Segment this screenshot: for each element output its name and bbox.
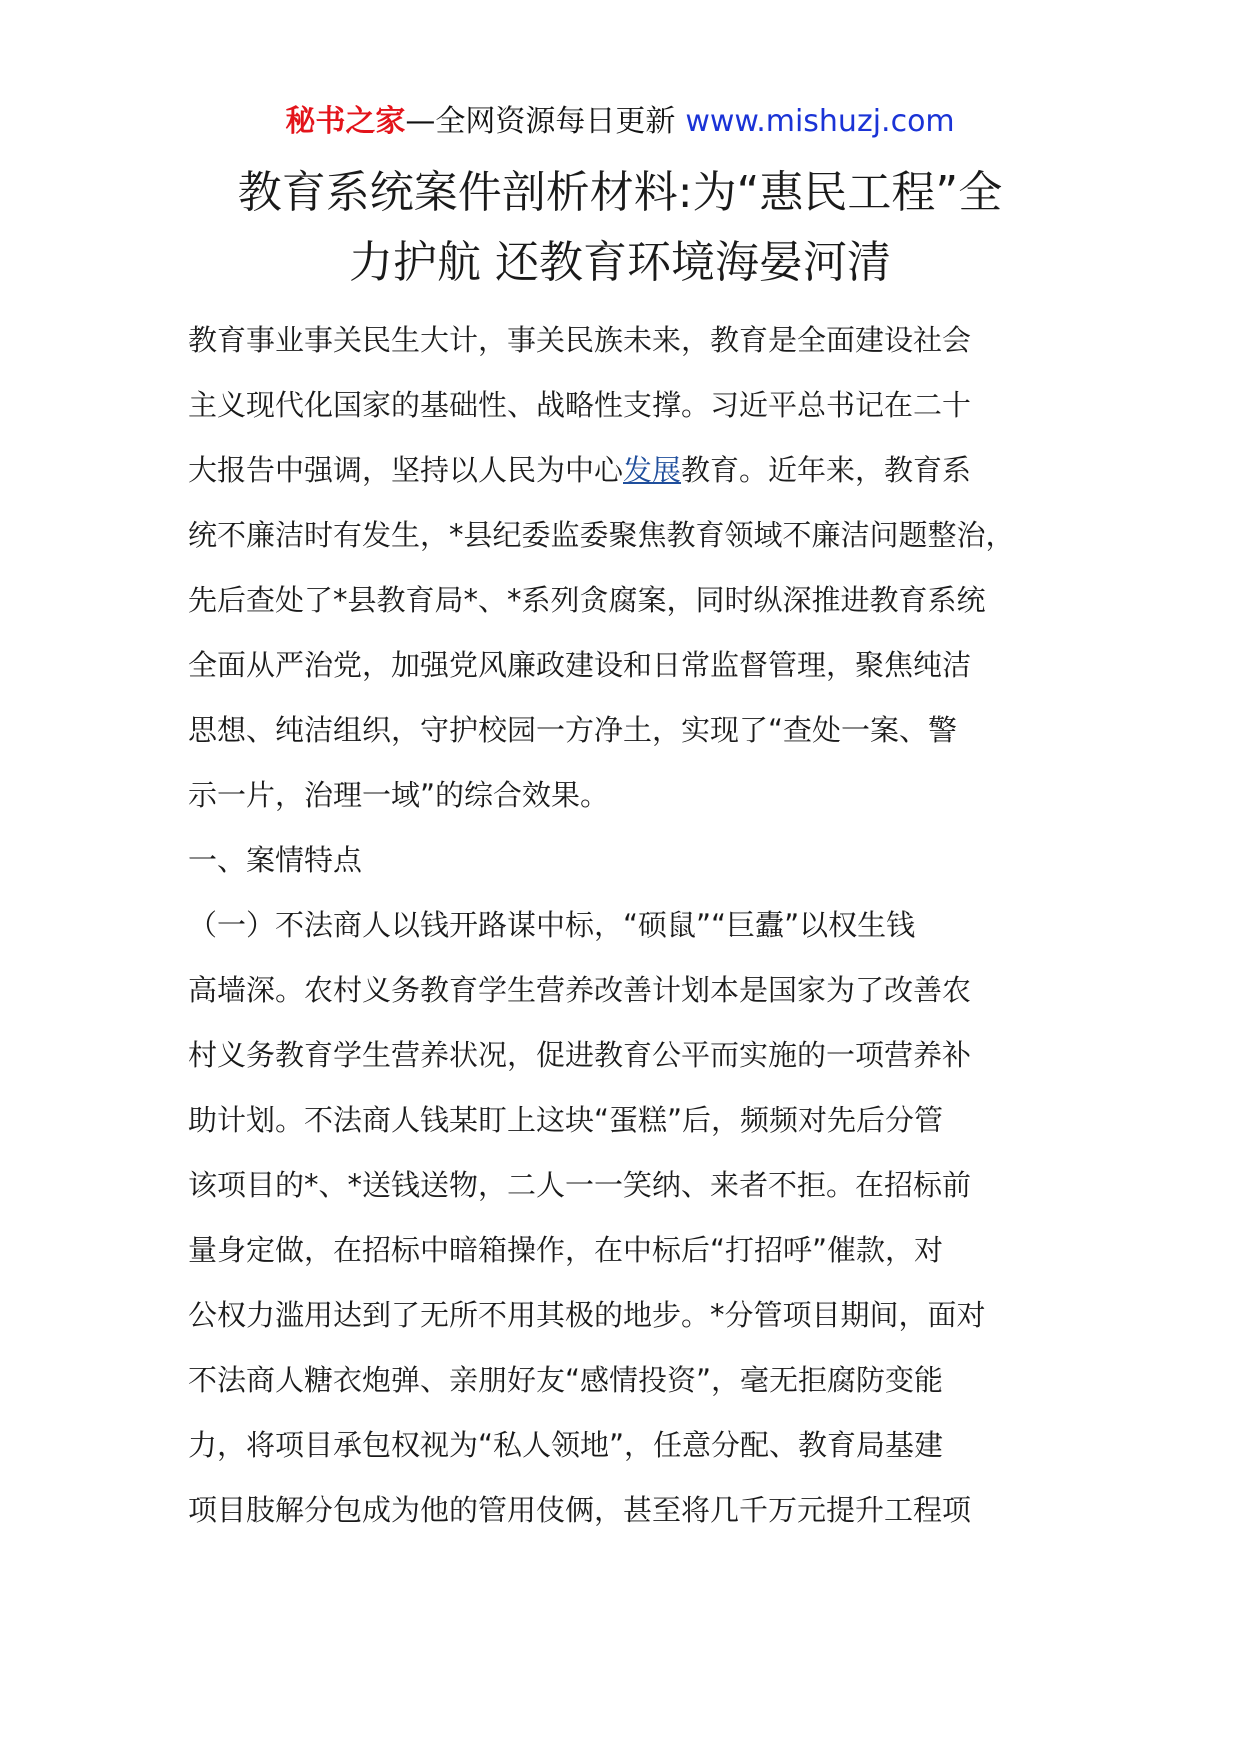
- body-line: 统不廉洁时有发生，*县纪委监委聚焦教育领域不廉洁问题整治，: [188, 518, 1015, 552]
- site-brand: 秘书之家: [285, 104, 406, 139]
- body-line: 公权力滥用达到了无所不用其极的地步。*分管项目期间，面对: [188, 1298, 986, 1332]
- body-line: 全面从严治党，加强党风廉政建设和日常监督管理，聚焦纯洁: [188, 648, 972, 682]
- subsection-heading: （一）不法商人以钱开路谋中标，“硕鼠”“巨蠹”以权生钱: [188, 908, 916, 942]
- body-text: 教育。近年来，教育系: [681, 453, 972, 487]
- document-body: [188, 308, 1088, 1543]
- body-line: 教育事业事关民生大计，事关民族未来，教育是全面建设社会: [188, 323, 972, 357]
- document-title: [160, 158, 1080, 298]
- body-line: 先后查处了*县教育局*、*系列贪腐案，同时纵深推进教育系统: [188, 583, 986, 617]
- body-line: 思想、纯洁组织，守护校园一方净土，实现了“查处一案、警: [188, 713, 958, 747]
- body-line: 助计划。不法商人钱某盯上这块“蛋糕”后，频频对先后分管: [188, 1103, 944, 1137]
- body-line: 高墙深。农村义务教育学生营养改善计划本是国家为了改善农: [188, 973, 972, 1007]
- title-line-2: 力护航 还教育环境海晏河清: [349, 237, 891, 288]
- body-line: 量身定做，在招标中暗箱操作，在中标后“打招呼”催款，对: [188, 1233, 944, 1267]
- body-line: 示一片，治理一域”的综合效果。: [188, 778, 610, 812]
- site-tagline: —全网资源每日更新: [405, 104, 676, 139]
- body-line-with-link: [188, 438, 1088, 503]
- development-link[interactable]: 发展: [623, 453, 682, 487]
- body-text: 大报告中强调，坚持以人民为中心: [188, 453, 624, 487]
- body-line: 该项目的*、*送钱送物，二人一一笑纳、来者不拒。在招标前: [188, 1168, 972, 1202]
- body-line: 项目肢解分包成为他的管用伎俩，甚至将几千万元提升工程项: [188, 1493, 972, 1527]
- body-line: 主义现代化国家的基础性、战略性支撑。习近平总书记在二十: [188, 388, 972, 422]
- site-url-link[interactable]: www.mishuzj.com: [685, 104, 955, 139]
- site-header: [0, 100, 1240, 144]
- body-line: 不法商人糖衣炮弹、亲朋好友“感情投资”，毫无拒腐防变能: [188, 1363, 944, 1397]
- body-line: 力，将项目承包权视为“私人领地”，任意分配、教育局基建: [188, 1428, 944, 1462]
- body-line: 村义务教育学生营养状况，促进教育公平而实施的一项营养补: [188, 1038, 972, 1072]
- section-heading: 一、案情特点: [188, 843, 363, 877]
- title-line-1: 教育系统案件剖析材料:为“惠民工程”全: [237, 167, 1003, 218]
